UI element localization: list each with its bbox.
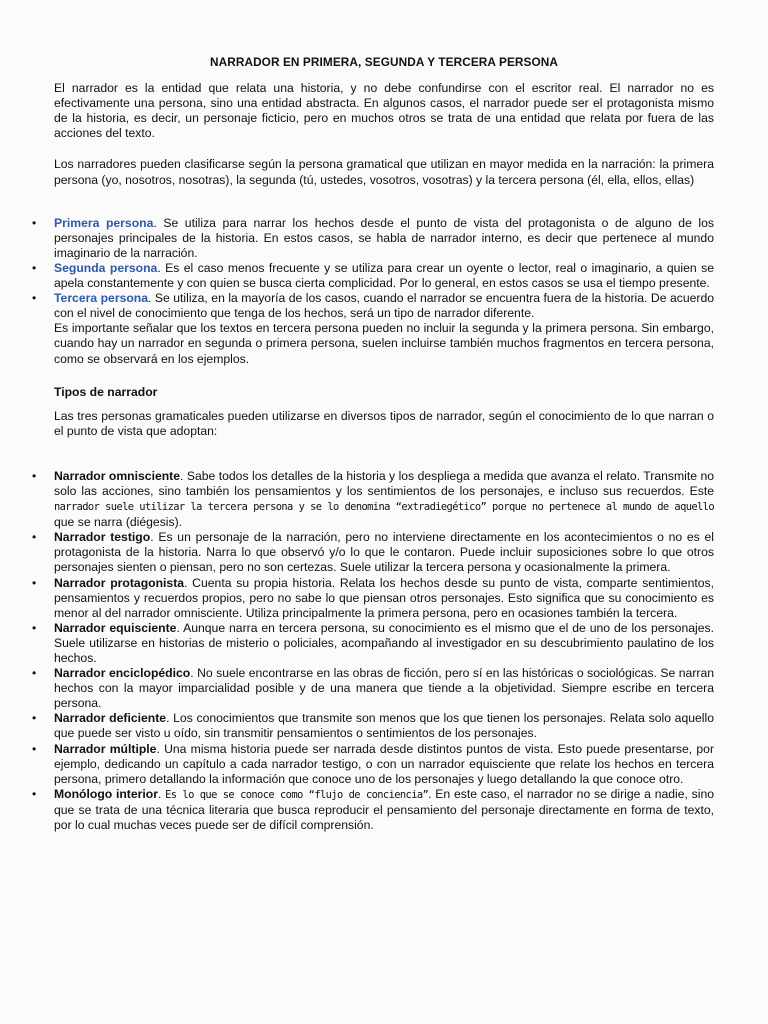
type-text: . Los conocimientos que transmite son menos que los que tienen los personajes. Relata solo aquello que puede ser visto u oído, sin transmitir pensamientos o sentimientos de los personajes.: [54, 711, 714, 741]
type-text-condensed: narrador suele utilizar la tercera persona y se lo denomina “extradiegético” porque no pertenece al mundo de aquello: [54, 501, 714, 514]
type-term: Narrador deficiente: [54, 711, 167, 726]
list-item: [32, 215, 714, 261]
bullet-icon: •: [32, 741, 37, 756]
type-text-condensed: Es lo que se conoce como “flujo de conciencia”: [165, 788, 429, 801]
bullet-icon: •: [32, 530, 37, 545]
type-text: . Cuenta su propia historia. Relata los hechos desde su punto de vista, comparte sentimientos, pensamientos y recuerdos propios, pero no sabe lo que piensan otros personajes. Esto significa que su conocimiento es menor al del narrador omnisciente. Utiliza principalmente la primera persona, pero en ocasiones también la tercera.: [54, 575, 715, 620]
type-term: Narrador enciclopédico: [54, 666, 191, 681]
list-item: [32, 666, 715, 711]
bullet-icon: •: [32, 291, 37, 306]
list-item: [32, 291, 714, 321]
bullet-icon: •: [32, 620, 37, 635]
section-heading: Tipos de narrador: [54, 384, 158, 399]
person-text: . Se utiliza para narrar los hechos desde el punto de vista del protagonista o de alguno de los personajes principales de la historia. En estos casos, se habla de narrador interno, es decir que pertenece al mundo imaginario de la narración.: [54, 215, 714, 260]
list-item: [32, 260, 714, 291]
type-term: Monólogo interior: [54, 786, 158, 801]
list-item: [32, 620, 714, 666]
type-text: . Aunque narra en tercera persona, su conocimiento es el mismo que el de uno de los personajes. Suele utilizarse en historias de misterio o policiales, acompañando al investigador en su descubrimiento paulatino de los hechos.: [54, 620, 714, 665]
type-text-after: que se narra (diégesis).: [54, 515, 183, 530]
type-term: Narrador múltiple: [54, 741, 157, 756]
list-item: [32, 711, 714, 741]
bullet-icon: •: [32, 215, 37, 230]
bullet-icon: •: [32, 666, 37, 681]
bullet-icon: •: [32, 260, 37, 275]
intro-paragraph-2: Los narradores pueden clasificarse según la persona gramatical que utilizan en mayor medida en la narración: la primera persona (yo, nosotros, nosotras), la segunda (tú, ustedes, vosotros, vosotras) y la tercera persona (él, ella, ellos, ellas): [54, 157, 714, 187]
note-paragraph: Es importante señalar que los textos en tercera persona pueden no incluir la segunda y la primera persona. Sin embargo, cuando hay un narrador en segunda o primera persona, suelen incluirse también muchos fragmentos en tercera persona, como se observará en los ejemplos.: [54, 321, 714, 366]
list-item: [32, 575, 715, 621]
person-term: Segunda persona: [54, 260, 158, 275]
type-text: . No suele encontrarse en las obras de ficción, pero sí en las históricas o sociológicas. Se narran hechos con la mayor imparcialidad posible y de una manera que tiende a la objetividad. Siempre escribe en tercera persona.: [54, 666, 715, 711]
bullet-icon: •: [32, 786, 37, 801]
person-term: Tercera persona: [54, 291, 149, 306]
type-text: .: [157, 786, 166, 801]
type-term: Narrador equisciente: [54, 620, 177, 635]
document-title: NARRADOR EN PRIMERA, SEGUNDA Y TERCERA PERSONA: [209, 55, 559, 69]
list-item: [32, 786, 715, 833]
types-intro-paragraph: Las tres personas gramaticales pueden utilizarse en diversos tipos de narrador, según el conocimiento de lo que narran o el punto de vista que adoptan:: [54, 408, 714, 438]
type-text: . Una misma historia puede ser narrada desde distintos puntos de vista. Esto puede presentarse, por ejemplo, dedicando un capítulo a cada narrador testigo, o con un narrador equisciente que relate los hechos en tercera persona, primero detallando la información que conoce uno de los personajes y luego detallando la que conoce otro.: [54, 741, 714, 786]
type-text-after: . En este caso, el narrador no se dirige a nadie, sino que se trata de una técnica literaria que busca reproducir el pensamiento del personaje directamente en forma de texto, por lo cual muchas veces puede ser de difícil comprensión.: [54, 786, 715, 833]
intro-paragraph-1: El narrador es la entidad que relata una historia, y no debe confundirse con el escritor real. El narrador no es efectivamente una persona, sino una entidad abstracta. En algunos casos, el narrador puede ser el protagonista mismo de la historia, es decir, un personaje ficticio, pero en muchos otros se trata de una entidad que relata por fuera de las acciones del texto.: [54, 81, 714, 141]
type-text: . Es un personaje de la narración, pero no interviene directamente en los acontecimientos o no es el protagonista de la historia. Narra lo que observó y/o lo que le contaron. Puede incluir suposiciones sobre lo que otros personajes sienten o piensan, pero no son certezas. Suele utilizar la tercera persona y ocasionalmente la primera.: [54, 530, 715, 575]
person-text: . Se utiliza, en la mayoría de los casos, cuando el narrador se encuentra fuera de la historia. De acuerdo con el nivel de conocimiento que tenga de los hechos, será un tipo de narrador diferente.: [54, 291, 714, 321]
list-item: [32, 530, 715, 575]
type-term: Narrador testigo: [54, 530, 151, 545]
person-term: Primera persona: [54, 215, 154, 230]
type-term: Narrador omnisciente: [54, 468, 181, 483]
bullet-icon: •: [32, 575, 37, 590]
type-text: . Sabe todos los detalles de la historia y los despliega a medida que avanza el relato. Transmite no solo las acciones, sino también los pensamientos y los sentimientos de los personajes, e incluso sus recuerdos. Este: [54, 468, 715, 498]
list-item: [32, 468, 715, 530]
bullet-icon: •: [32, 711, 37, 726]
bullet-icon: •: [32, 468, 37, 483]
person-text: . Es el caso menos frecuente y se utiliza para crear un oyente o lector, real o imaginario, a quien se apela constantemente y con quien se busca cierta complicidad. Por lo general, en estos casos se usa el tiempo presente.: [54, 260, 714, 291]
persons-list: [32, 215, 714, 322]
list-item: [32, 741, 714, 787]
type-term: Narrador protagonista: [54, 575, 185, 590]
narrator-types-list: [32, 468, 715, 833]
